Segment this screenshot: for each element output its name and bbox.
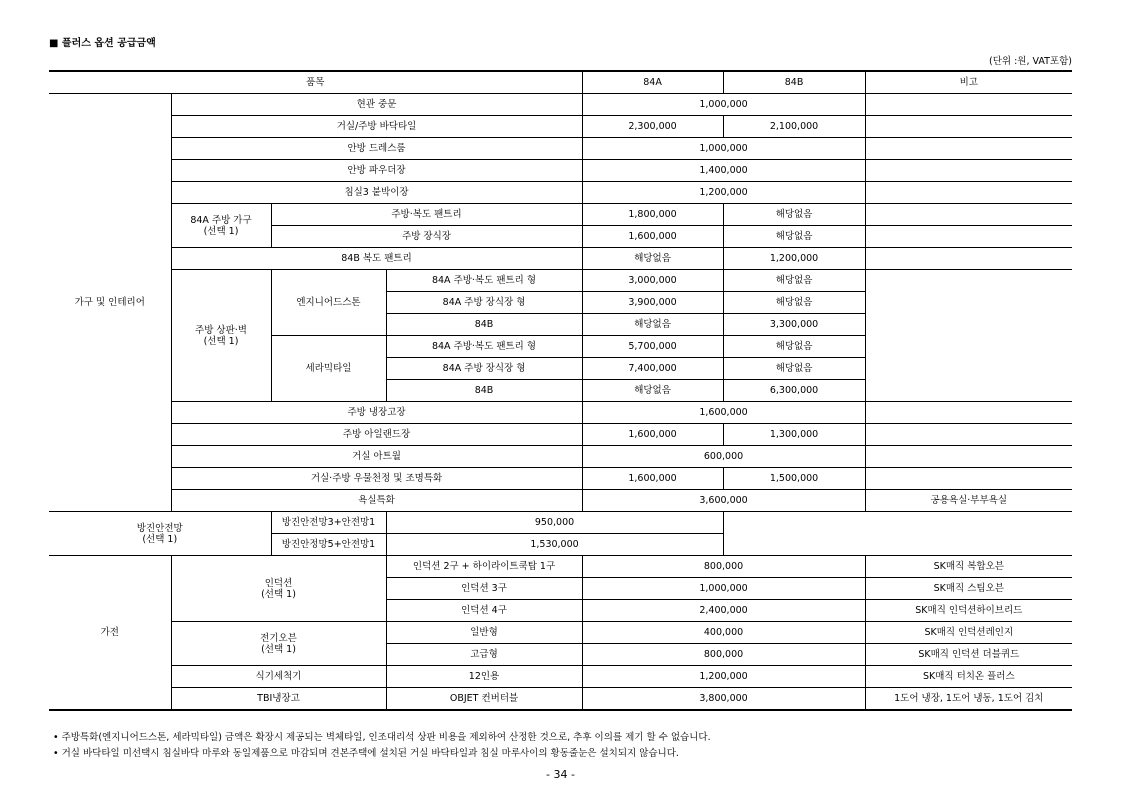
subgroup-label: 인덕션 (264, 577, 293, 589)
row-value: 600,000 (582, 446, 865, 468)
row-value-84b: 1,200,000 (723, 248, 865, 270)
row-note: SK매직 복합오븐 (865, 556, 1072, 578)
row-note (865, 424, 1072, 446)
header-84b: 84B (723, 71, 865, 94)
row-note (865, 204, 1072, 226)
row-label: 거실 아트월 (171, 446, 582, 468)
option-price-table (49, 70, 1072, 711)
table-row (49, 446, 1072, 468)
row-label: 안방 파우더장 (171, 160, 582, 182)
table-row (49, 666, 1072, 688)
table-row (49, 556, 1072, 578)
row-label: 현관 중문 (171, 94, 582, 116)
table-row (49, 116, 1072, 138)
row-label: 인덕션 3구 (386, 578, 582, 600)
row-value: 1,200,000 (582, 182, 865, 204)
row-label: 인덕션 2구 + 하이라이트쿡탑 1구 (386, 556, 582, 578)
row-note (865, 270, 1072, 402)
row-label: 안방 드레스룸 (171, 138, 582, 160)
row-label: 84B 복도 팬트리 (171, 248, 582, 270)
subgroup-sub: (선택 1) (203, 225, 239, 237)
row-value: 3,600,000 (582, 490, 865, 512)
row-value: 1,400,000 (582, 160, 865, 182)
row-value: 1,200,000 (582, 666, 865, 688)
row-value: 1,000,000 (582, 578, 865, 600)
row-value: 1,530,000 (386, 534, 723, 556)
table-row (49, 270, 1072, 292)
row-value: 2,400,000 (582, 600, 865, 622)
table-row (49, 138, 1072, 160)
row-value-84a: 해당없음 (582, 248, 723, 270)
row-value-84b: 해당없음 (723, 270, 865, 292)
row-label: 식기세척기 (171, 666, 386, 688)
row-label: 주방 아일랜드장 (171, 424, 582, 446)
row-label: 주방·복도 팬트리 (271, 204, 582, 226)
row-value-84b: 해당없음 (723, 292, 865, 314)
row-value-84b: 해당없음 (723, 226, 865, 248)
row-value-84a: 1,600,000 (582, 226, 723, 248)
subgroup-oven (171, 622, 386, 666)
material-ceramic: 세라믹타일 (271, 336, 386, 402)
section-title: ■ 플러스 옵션 공급금액 (49, 38, 156, 49)
row-value: 950,000 (386, 512, 723, 534)
subgroup-screen (49, 512, 271, 556)
material-engineered: 엔지니어드스톤 (271, 270, 386, 336)
row-value: 400,000 (582, 622, 865, 644)
table-header-row (49, 71, 1072, 94)
footnotes (53, 730, 711, 762)
table-row (49, 160, 1072, 182)
footnote: • 거실 바닥타일 미선택시 침실바닥 마루와 동일제품으로 마감되며 견본주택에 설치된 거실 바닥타일과 침실 마루사이의 황동줄눈은 설치되지 않습니다. (53, 748, 679, 759)
row-note (865, 94, 1072, 116)
row-label: 84A 주방·복도 팬트리 형 (386, 270, 582, 292)
subgroup-sub: (선택 1) (203, 335, 239, 347)
header-84a: 84A (582, 71, 723, 94)
row-note: SK매직 인덕션레인지 (865, 622, 1072, 644)
row-label: 주방 냉장고장 (171, 402, 582, 424)
subgroup-sub: (선택 1) (142, 533, 178, 545)
page-number: - 34 - (546, 768, 575, 781)
row-value: 1,000,000 (582, 94, 865, 116)
row-note: 1도어 냉장, 1도어 냉동, 1도어 김치 (865, 688, 1072, 711)
table-row (49, 424, 1072, 446)
row-note (865, 446, 1072, 468)
row-note (865, 182, 1072, 204)
unit-label: (단위 :원, VAT포함) (988, 56, 1072, 67)
row-model: OBJET 컨버터블 (386, 688, 582, 711)
row-note: SK매직 스팀오븐 (865, 578, 1072, 600)
row-label: 고급형 (386, 644, 582, 666)
subgroup-label: 주방 상판·벽 (195, 324, 247, 336)
table-row (49, 622, 1072, 644)
row-value: 800,000 (582, 644, 865, 666)
subgroup-kitchen84a (171, 204, 271, 248)
subgroup-label: 84A 주방 가구 (190, 214, 252, 226)
row-value: 800,000 (582, 556, 865, 578)
row-value-84a: 해당없음 (582, 314, 723, 336)
row-note (865, 402, 1072, 424)
row-label: 주방 장식장 (271, 226, 582, 248)
table-row (49, 204, 1072, 226)
row-label: 방진안전망3+안전망1 (271, 512, 386, 534)
table-row (49, 402, 1072, 424)
row-note: SK매직 인덕션 더블퀴드 (865, 644, 1072, 666)
row-value-84b: 2,100,000 (723, 116, 865, 138)
row-note: SK매직 터치온 플러스 (865, 666, 1072, 688)
row-label: 일반형 (386, 622, 582, 644)
row-label: 84A 주방 장식장 형 (386, 292, 582, 314)
row-value-84a: 1,600,000 (582, 468, 723, 490)
row-note (865, 248, 1072, 270)
table-row (49, 490, 1072, 512)
row-model: 12인용 (386, 666, 582, 688)
header-item: 품목 (49, 71, 582, 94)
row-note (865, 116, 1072, 138)
row-note (865, 138, 1072, 160)
subgroup-sub: (선택 1) (261, 588, 296, 600)
row-value-84b: 해당없음 (723, 336, 865, 358)
row-value-84b: 1,300,000 (723, 424, 865, 446)
row-note (865, 226, 1072, 248)
table-row (49, 512, 1072, 534)
row-value-84a: 1,800,000 (582, 204, 723, 226)
subgroup-sub: (선택 1) (261, 643, 296, 655)
row-value-84b: 6,300,000 (723, 380, 865, 402)
group-furniture: 가구 및 인테리어 (49, 94, 171, 512)
table-row (49, 688, 1072, 711)
row-note (865, 160, 1072, 182)
row-label: 거실/주방 바닥타일 (171, 116, 582, 138)
row-label: 84B (386, 380, 582, 402)
row-value-84b: 해당없음 (723, 204, 865, 226)
row-value-84a: 1,600,000 (582, 424, 723, 446)
row-note (865, 468, 1072, 490)
subgroup-countertop (171, 270, 271, 402)
row-label: 거실·주방 우물천정 및 조명특화 (171, 468, 582, 490)
row-value-84b: 3,300,000 (723, 314, 865, 336)
row-value-84a: 5,700,000 (582, 336, 723, 358)
row-label: 인덕션 4구 (386, 600, 582, 622)
row-value-84a: 3,000,000 (582, 270, 723, 292)
row-label: 84A 주방 장식장 형 (386, 358, 582, 380)
subgroup-label: 방진안전망 (136, 522, 183, 534)
footnote: • 주방특화(엔지니어드스톤, 세라믹타일) 금액은 확장시 제공되는 벽체타일, 인조대리석 상판 비용을 제외하여 산정한 것으로, 추후 이의를 제기 할 수 없습니다. (53, 732, 711, 743)
row-value: 3,800,000 (582, 688, 865, 711)
table-row (49, 182, 1072, 204)
table-row (49, 94, 1072, 116)
row-value-84a: 7,400,000 (582, 358, 723, 380)
row-note: 공용욕실·부부욕실 (865, 490, 1072, 512)
row-label: 84B (386, 314, 582, 336)
table-row (49, 468, 1072, 490)
row-label: 방진안정망5+안전망1 (271, 534, 386, 556)
subgroup-induction (171, 556, 386, 622)
row-label: 84A 주방·복도 팬트리 형 (386, 336, 582, 358)
row-value-84a: 3,900,000 (582, 292, 723, 314)
row-label: TBI냉장고 (171, 688, 386, 711)
row-value: 1,000,000 (582, 138, 865, 160)
row-note (723, 512, 865, 556)
row-value-84a: 2,300,000 (582, 116, 723, 138)
row-value-84b: 1,500,000 (723, 468, 865, 490)
row-label: 욕실특화 (171, 490, 582, 512)
subgroup-label: 전기오븐 (260, 632, 297, 644)
row-label: 침실3 붙박이장 (171, 182, 582, 204)
row-note: SK매직 인덕션하이브리드 (865, 600, 1072, 622)
row-value-84a: 해당없음 (582, 380, 723, 402)
table-row (49, 248, 1072, 270)
row-value: 1,600,000 (582, 402, 865, 424)
header-note: 비고 (865, 71, 1072, 94)
row-value-84b: 해당없음 (723, 358, 865, 380)
group-appliance: 가전 (49, 556, 171, 711)
